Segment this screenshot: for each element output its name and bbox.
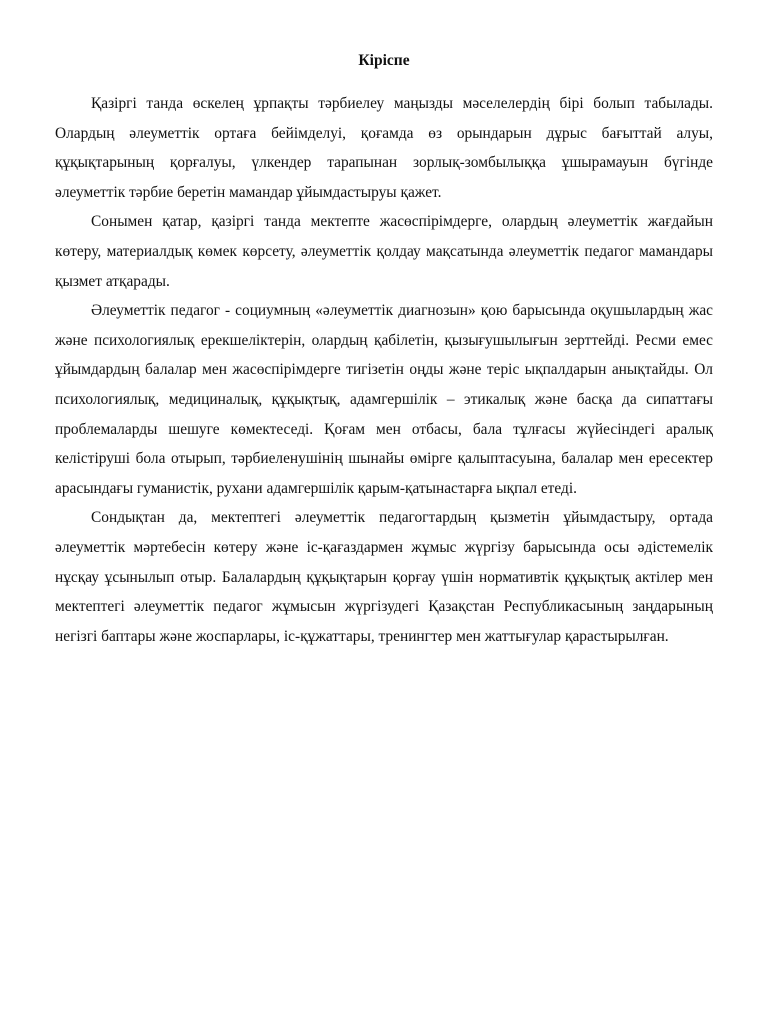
document-body — [55, 89, 713, 651]
paragraph-1: Қазіргі танда өскелең ұрпақты тәрбиелеу маңызды мәселелердің бірі болып табылады. Олардың әлеуметтік ортаға бейімделуі, қоғамда өз орындарын дұрыс бағыттай алуы, құқықтарының қорғалуы, үлкендер тарапынан зорлық-зомбылыққа ұшырамауын бүгінде әлеуметтік тәрбие беретін мамандар ұйымдастыруы қажет. — [55, 95, 713, 201]
paragraph-4: Сондықтан да, мектептегі әлеуметтік педагогтардың қызметін ұйымдастыру, ортада әлеуметтік мәртебесін көтеру және іс-қағаздармен жұмыс жүргізу барысында осы әдістемелік нұсқау ұсынылып отыр. Балалардың құқықтарын қорғау үшін нормативтік құқықтық актілер мен мектептегі әлеуметтік педагог жұмысын жүргізудегі Қазақстан Республикасының заңдарының негізгі баптары және жоспарлары, іс-құжаттары, тренингтер мен жаттығулар қарастырылған. — [55, 509, 713, 645]
paragraph-2: Сонымен қатар, қазіргі танда мектепте жасөспірімдерге, олардың әлеуметтік жағдайын көтеру, материалдық көмек көрсету, әлеуметтік қолдау мақсатында әлеуметтік педагог мамандары қызмет атқарады. — [55, 213, 713, 290]
paragraph-3: Әлеуметтік педагог - социумның «әлеуметтік диагнозын» қою барысында оқушылардың жас және психологиялық ерекшеліктерін, олардың қабілетін, қызығушылығын зерттейді. Ресми емес ұйымдардың балалар мен жасөспірімдерге тигізетін оңды және теріс ықпалдарын анықтайды. Ол психологиялық, медициналық, құқықтық, адамгершілік – этикалық және басқа да сипаттағы проблемаларды шешуге көмектеседі. Қоғам мен отбасы, бала тұлғасы жүйесіндегі аралық келістіруші бола отырып, тәрбиеленушінің шынайы өмірге қалыптасуына, балалар мен ересектер арасындағы гуманистік, рухани адамгершілік қарым-қатынастарға ықпал етеді. — [55, 302, 713, 497]
document-title: Кіріспе — [358, 52, 410, 69]
